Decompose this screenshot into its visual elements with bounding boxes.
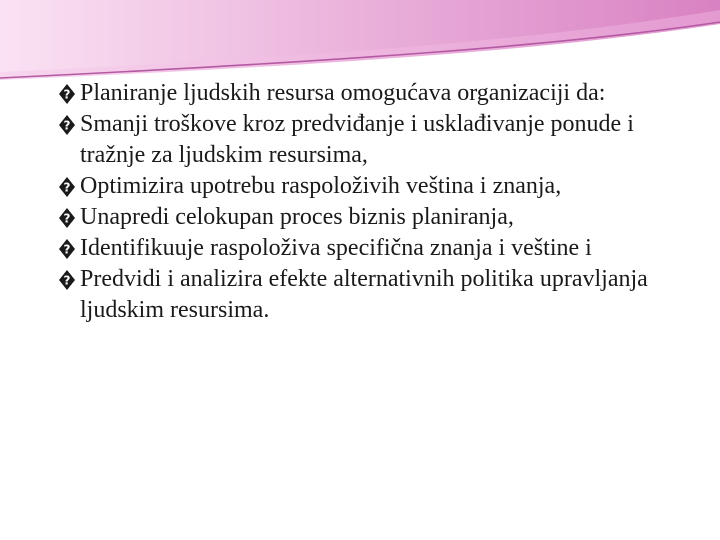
replacement-character-icon [58,238,76,260]
svg-text:?: ? [63,242,71,257]
svg-text:?: ? [63,273,71,288]
bullet-text: Identifikuuje raspoloživa specifična znanja i veštine i [80,235,592,261]
bullet-text: Unapredi celokupan proces biznis planiranja, [80,204,514,230]
replacement-character-icon [58,176,76,198]
replacement-character-icon [58,207,76,229]
bullet-text: Planiranje ljudskih resursa omogućava organizaciji da: [80,80,606,106]
svg-text:?: ? [63,180,71,195]
svg-text:?: ? [63,118,71,133]
svg-text:?: ? [63,87,71,102]
list-item [58,109,698,171]
list-item [58,171,698,202]
replacement-character-icon [58,114,76,136]
bullet-list [58,78,698,326]
replacement-character-icon [58,269,76,291]
replacement-character-icon [58,83,76,105]
bullet-text: Smanji troškove kroz predviđanje i usklađivanje ponude i tražnje za ljudskim resursima, [80,111,634,168]
bullet-text: Optimizira upotrebu raspoloživih veština i znanja, [80,173,562,199]
list-item [58,78,698,109]
svg-text:?: ? [63,211,71,226]
list-item [58,264,698,326]
bullet-text: Predvidi i analizira efekte alternativnih politika upravljanja ljudskim resursima. [80,266,648,323]
list-item [58,202,698,233]
list-item [58,233,698,264]
decorative-banner [0,0,720,90]
